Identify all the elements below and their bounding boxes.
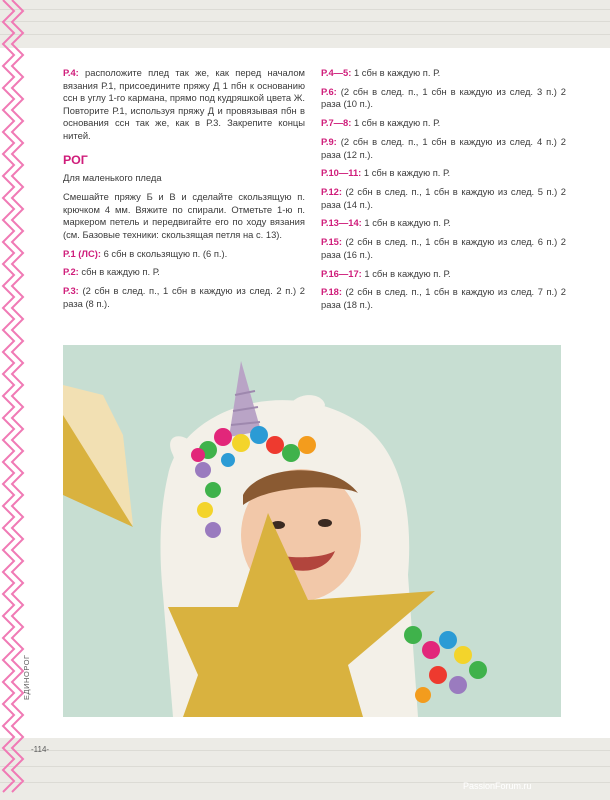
row-text: 1 сбн в каждую п. Р.: [351, 67, 441, 78]
row-text: (2 сбн в след. п., 1 сбн в каждую из след. 4 п.) 2 раза (12 п.).: [321, 135, 566, 160]
row-label: Р.16—17:: [321, 267, 362, 279]
subheading: Для маленького пледа: [63, 172, 162, 184]
wood-texture-top: [0, 0, 610, 48]
row-label: Р.2:: [63, 266, 79, 278]
row-4-label: Р.4:: [63, 67, 79, 78]
row-4-text: расположите плед так же, как перед началом вязания Р.1, присоедините пряжу Д 1 пбн к основанию ссн в углу 1-го кармана, прямо под кудряшкой цвета Ж. Повторите Р.1, используя пряжу Д и провязывая пбн в основания ссн так же, как в Р.3. Закрепите концы нитей.: [63, 67, 305, 141]
row-label: Р.4—5:: [321, 67, 352, 78]
row-paragraph: [321, 136, 566, 161]
row-label: Р.10—11:: [321, 167, 362, 179]
row-text: (2 сбн в след. п., 1 сбн в каждую из след. 2 п.) 2 раза (8 п.).: [63, 285, 305, 309]
row-text: (2 сбн в след. п., 1 сбн в каждую из след. 3 п.) 2 раза (10 п.).: [321, 85, 566, 110]
section-side-label: ЕДИНОРОГ: [22, 654, 31, 700]
row-paragraph: [321, 268, 566, 281]
row-label: Р.9:: [321, 135, 337, 147]
row-text: сбн в каждую п. Р.: [78, 266, 160, 278]
row-label: Р.12:: [321, 186, 342, 198]
row-paragraph: [321, 186, 566, 211]
row-label: Р.7—8:: [321, 117, 352, 129]
section-heading-horn: РОГ: [63, 152, 88, 167]
row-text: (2 сбн в след. п., 1 сбн в каждую из след. 7 п.) 2 раза (18 п.).: [321, 286, 566, 310]
row-text: 1 сбн в каждую п. Р.: [361, 167, 451, 179]
left-text-column: [63, 67, 305, 316]
row-paragraph: [321, 86, 566, 111]
row-paragraph: [321, 217, 566, 230]
watermark-text: PassionForum.ru: [463, 781, 532, 791]
row-text: (2 сбн в след. п., 1 сбн в каждую из след. 6 п.) 2 раза (16 п.).: [321, 236, 566, 260]
row-text: 1 сбн в каждую п. Р.: [351, 117, 441, 129]
row-label: Р.13—14:: [321, 217, 362, 229]
row-paragraph: [321, 236, 566, 261]
row-label: Р.15:: [321, 236, 342, 248]
row-paragraph: [63, 248, 305, 261]
row-label: Р.3:: [63, 285, 79, 297]
row-text: 6 сбн в скользящую п. (6 п.).: [100, 247, 228, 259]
right-text-column: [321, 67, 566, 318]
page-number: -114-: [31, 745, 50, 754]
row-paragraph: [321, 286, 566, 311]
unicorn-hood-photo: [63, 345, 561, 717]
intro-paragraph: Смешайте пряжу Б и В и сделайте скользящую п. крючком 4 мм. Вяжите по спирали. Отметьте 1-ю п. маркером петель и передвигайте его по ходу вязания (см. Базовые техники: скользящая петля на с. 13).: [63, 190, 305, 240]
row-paragraph: [63, 285, 305, 310]
row-text: (2 сбн в след. п., 1 сбн в каждую из след. 5 п.) 2 раза (14 п.).: [321, 186, 566, 210]
row-label: Р.1 (ЛС):: [63, 247, 101, 259]
row-paragraph: [321, 167, 566, 180]
row-label: Р.6:: [321, 85, 337, 97]
row-paragraph: [321, 67, 566, 80]
row-paragraph: [63, 266, 305, 279]
row-text: 1 сбн в каждую п. Р.: [361, 217, 451, 229]
row-4-paragraph: [63, 67, 305, 143]
row-label: Р.18:: [321, 286, 342, 298]
row-paragraph: [321, 117, 566, 130]
row-text: 1 сбн в каждую п. Р.: [361, 267, 451, 279]
